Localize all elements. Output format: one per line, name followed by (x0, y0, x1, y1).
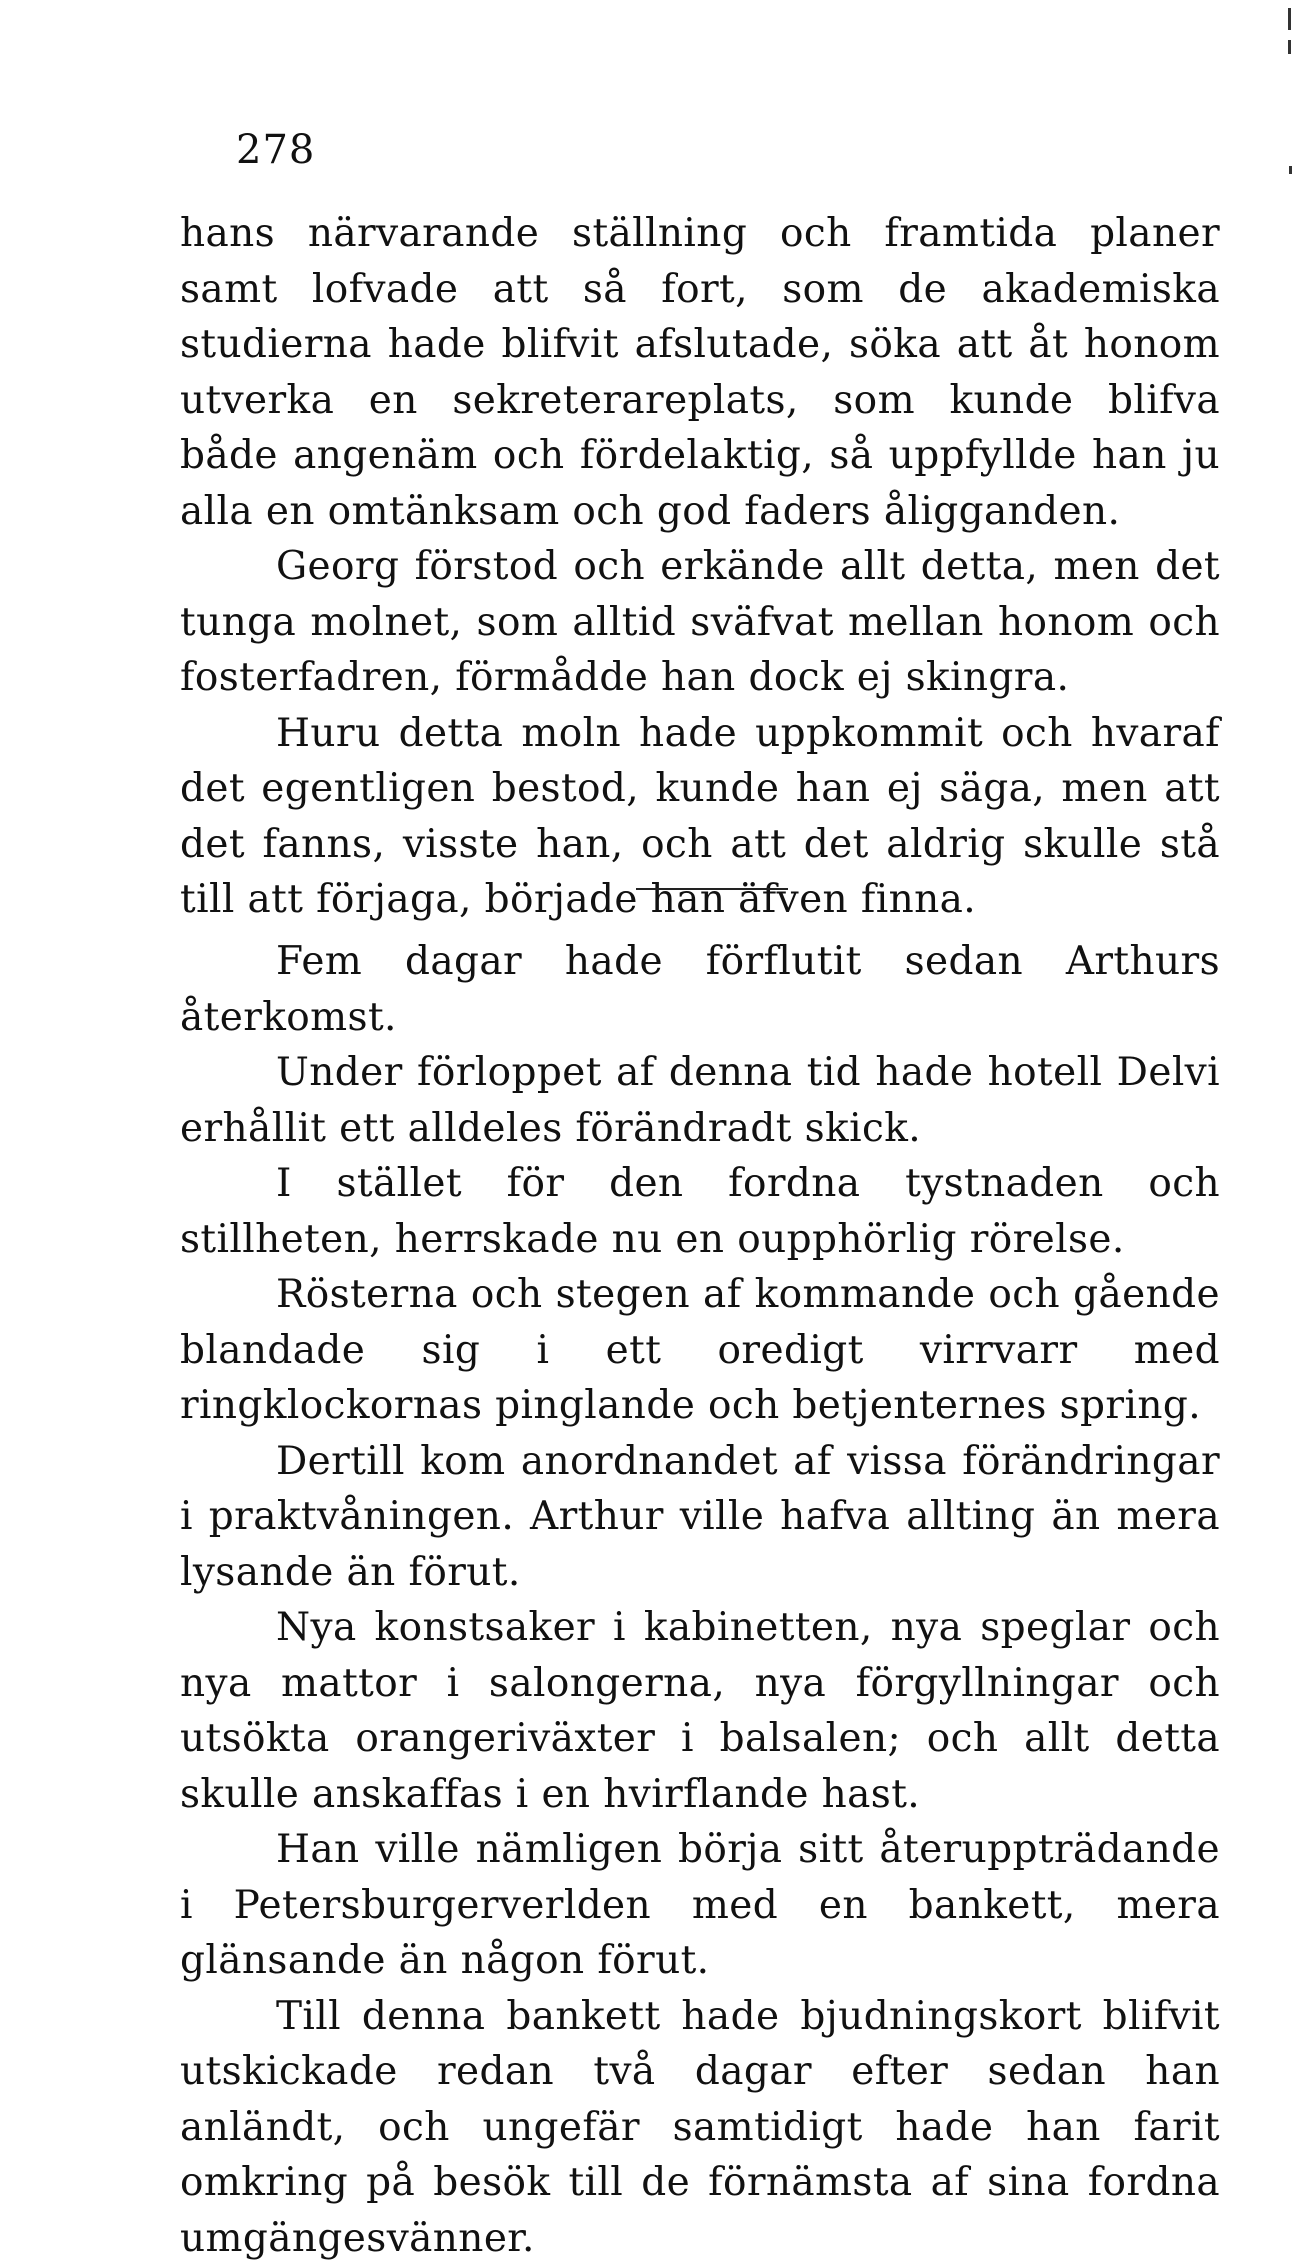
margin-mark (1289, 166, 1292, 174)
page-number: 278 (236, 126, 315, 174)
paragraph: Rösterna och stegen af kommande och gående blandade sig i ett oredigt virrvarr med ringklockornas pinglande och betjenternes spring. (180, 1267, 1220, 1434)
paragraph: hans närvarande ställning och framtida planer samt lofvade att så fort, som de akademiska studierna hade blifvit afslutade, söka att åt honom utverka en sekreterareplats, som kunde blifva både angenäm och fördelaktig, så uppfyllde han ju alla en omtänksam och god faders åligganden. (180, 206, 1220, 539)
text-section-1 (180, 206, 1220, 928)
paragraph: Nya konstsaker i kabinetten, nya speglar och nya mattor i salongerna, nya förgyllningar och utsökta orangeriväxter i balsalen; och allt detta skulle anskaffas i en hvirflande hast. (180, 1600, 1220, 1822)
paragraph: I stället för den fordna tystnaden och stillheten, herrskade nu en oupphörlig rörelse. (180, 1156, 1220, 1267)
paragraph: Under förloppet af denna tid hade hotell Delvi erhållit ett alldeles förändradt skick. (180, 1045, 1220, 1156)
margin-mark (1288, 40, 1291, 54)
paragraph: Huru detta moln hade uppkommit och hvaraf det egentligen bestod, kunde han ej säga, men att det fanns, visste han, och att det aldrig skulle stå till att förjaga, började han äfven finna. (180, 706, 1220, 928)
paragraph: Dertill kom anordnandet af vissa förändringar i praktvåningen. Arthur ville hafva allting än mera lysande än förut. (180, 1434, 1220, 1601)
paragraph: Han ville nämligen börja sitt återuppträdande i Petersburgerverlden med en bankett, mera glänsande än någon förut. (180, 1822, 1220, 1989)
section-divider (636, 888, 788, 890)
paragraph: Till denna bankett hade bjudningskort blifvit utskickade redan två dagar efter sedan han anländt, och ungefär samtidigt hade han farit omkring på besök till de förnämsta af sina fordna umgängesvänner. (180, 1989, 1220, 2266)
paragraph: Georg förstod och erkände allt detta, men det tunga molnet, som alltid sväfvat mellan honom och fosterfadren, förmådde han dock ej skingra. (180, 539, 1220, 706)
paragraph: Fem dagar hade förflutit sedan Arthurs återkomst. (180, 934, 1220, 1045)
text-section-2 (180, 934, 1220, 2266)
margin-mark (1288, 8, 1291, 30)
